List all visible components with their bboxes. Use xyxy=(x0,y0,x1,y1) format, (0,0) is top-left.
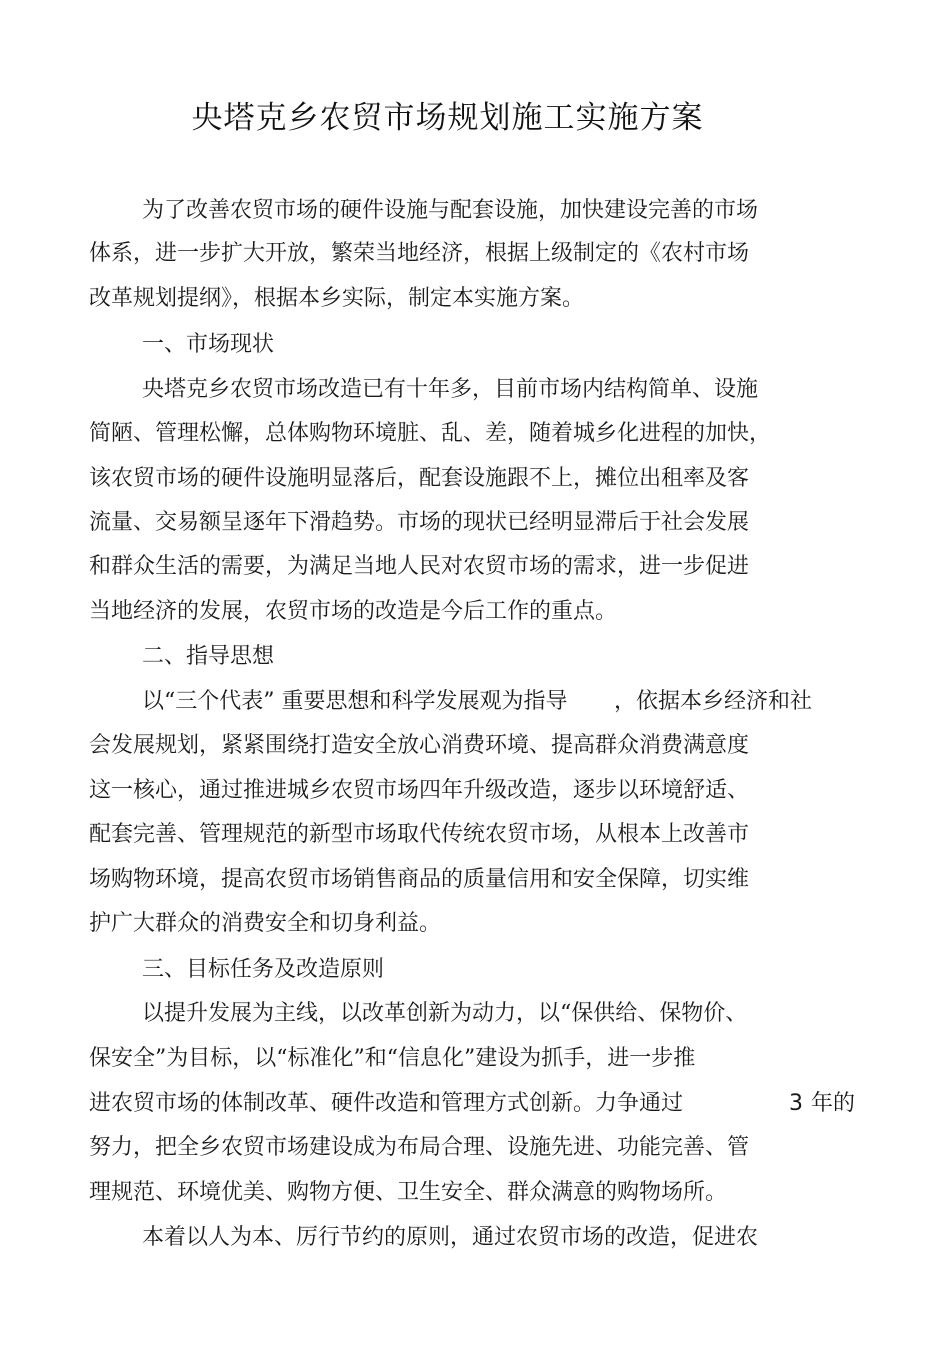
section-1-heading: 一、市场现状 xyxy=(142,332,275,357)
intro-line-3: 改革规划提纲》，根据本乡实际，制定本实施方案。 xyxy=(89,286,585,311)
section-1-line-3: 该农贸市场的硬件设施明显落后，配套设施跟不上，摊位出租率及客 xyxy=(89,466,750,491)
section-2-line-1b: ，依据本乡经济和社 xyxy=(614,689,813,714)
section-3-heading: 三、目标任务及改造原则 xyxy=(142,957,385,982)
intro-line-1: 为了改善农贸市场的硬件设施与配套设施，加快建设完善的市场 xyxy=(142,198,759,223)
intro-line-2: 体系，进一步扩大开放，繁荣当地经济，根据上级制定的《农村市场 xyxy=(89,241,750,266)
section-2-line-6: 护广大群众的消费安全和切身利益。 xyxy=(89,911,442,936)
section-2-line-2: 会发展规划，紧紧围绕打造安全放心消费环境、提高群众消费满意度 xyxy=(89,733,750,758)
document-title: 央塔克乡农贸市场规划施工实施方案 xyxy=(191,100,704,136)
section-3-closing: 本着以人为本、厉行节约的原则，通过农贸市场的改造，促进农 xyxy=(142,1225,759,1250)
section-3-line-3-tail: 年的 xyxy=(811,1091,856,1116)
section-1-line-5: 和群众生活的需要，为满足当地人民对农贸市场的需求，进一步促进 xyxy=(89,554,750,579)
section-2-heading: 二、指导思想 xyxy=(142,644,275,669)
section-3-line-1: 以提升发展为主线，以改革创新为动力，以“保供给、保物价、 xyxy=(142,1001,748,1026)
section-1-line-4: 流量、交易额呈逐年下滑趋势。市场的现状已经明显滞后于社会发展 xyxy=(89,510,750,535)
section-3-line-5: 理规范、环境优美、购物方便、卫生安全、群众满意的购物场所。 xyxy=(89,1180,728,1205)
section-3-line-3: 进农贸市场的体制改革、硬件改造和管理方式创新。力争通过 xyxy=(89,1091,684,1116)
section-3-line-2: 保安全”为目标，以“标准化”和“信息化”建设为抓手，进一步推 xyxy=(89,1046,696,1071)
section-1-line-6: 当地经济的发展，农贸市场的改造是今后工作的重点。 xyxy=(89,599,618,624)
section-1-line-2: 简陋、管理松懈，总体购物环境脏、乱、差，随着城乡化进程的加快， xyxy=(89,421,772,446)
section-1-line-1: 央塔克乡农贸市场改造已有十年多，目前市场内结构简单、设施 xyxy=(142,377,759,402)
section-3-line-4: 努力，把全乡农贸市场建设成为布局合理、设施先进、功能完善、管 xyxy=(89,1135,750,1160)
section-2-line-5: 场购物环境，提高农贸市场销售商品的质量信用和安全保障，切实维 xyxy=(89,867,750,892)
section-3-line-3-number: 3 xyxy=(789,1091,803,1116)
section-2-line-4: 配套完善、管理规范的新型市场取代传统农贸市场，从根本上改善市 xyxy=(89,822,750,847)
section-2-line-1a: 以“三个代表” 重要思想和科学发展观为指导 xyxy=(142,689,568,714)
section-2-line-3: 这一核心，通过推进城乡农贸市场四年升级改造，逐步以环境舒适、 xyxy=(89,778,750,803)
